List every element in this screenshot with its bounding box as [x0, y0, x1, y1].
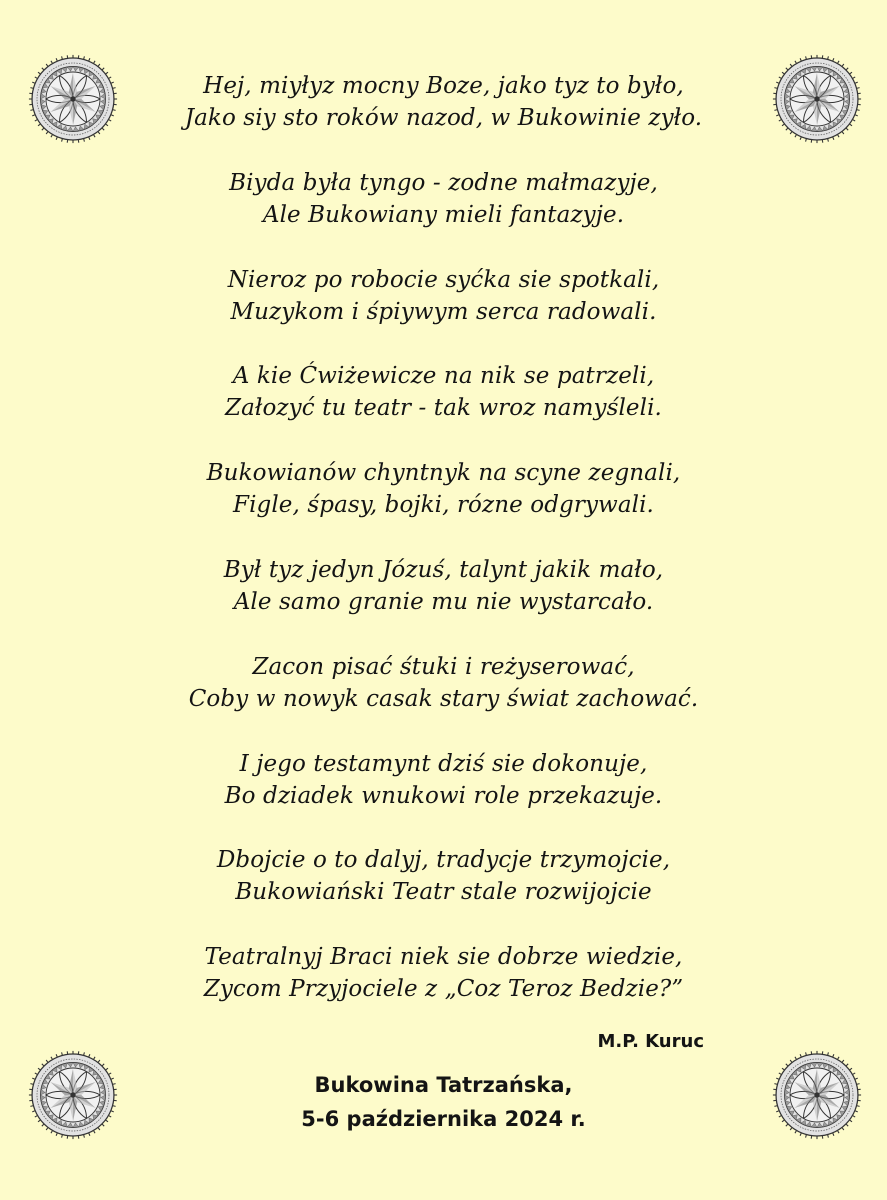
stanza-8: [130, 748, 757, 845]
rosette-icon-bottom-left: [28, 1050, 118, 1140]
author-signature: M.P. Kuruc: [597, 1031, 704, 1052]
poem: [130, 70, 757, 1038]
verse: Jako siy sto roków nazod, w Bukowinie zyło.: [184, 105, 703, 131]
verse: Hej, miyłyz mocny Boze, jako tyz to było,: [203, 73, 684, 99]
verse: Ale samo granie mu nie wystarcało.: [233, 588, 654, 615]
verse: Figle, śpasy, bojki, rózne odgrywali.: [233, 492, 654, 519]
verse: Bo dziadek wnukowi role przekazuje.: [224, 782, 663, 809]
event-date: 5-6 października 2024 r.: [301, 1107, 586, 1131]
verse: Dbojcie o to dalyj, tradycje trzymojcie,: [216, 847, 671, 874]
rosette-icon-top-right: [772, 54, 862, 144]
verse: Był tyz jedyn Józuś, talynt jakik mało,: [223, 556, 664, 583]
rosette-icon-top-left: [28, 54, 118, 144]
stanza-6: [130, 554, 757, 651]
event-place: Bukowina Tatrzańska,: [314, 1073, 573, 1097]
stanza-3: [130, 264, 757, 361]
stanza-10: [130, 941, 757, 1038]
stanza-9: [130, 844, 757, 941]
stanza-7: [130, 651, 757, 748]
verse: Biyda była tyngo - zodne małmazyje,: [229, 169, 658, 196]
verse: Nieroz po robocie syćka sie spotkali,: [227, 266, 660, 293]
verse: Zycom Przyjociele z „Coz Teroz Bedzie?”: [203, 976, 684, 1003]
rosette-icon-bottom-right: [772, 1050, 862, 1140]
stanza-1: [130, 70, 757, 167]
stanza-2: [130, 167, 757, 264]
verse: Zacon pisać śtuki i reżyserować,: [252, 653, 635, 680]
verse: Teatralnyj Braci niek sie dobrze wiedzie,: [204, 944, 683, 971]
stanza-5: [130, 457, 757, 554]
verse: I jego testamynt dziś sie dokonuje,: [239, 750, 648, 777]
verse: Muzykom i śpiywym serca radowali.: [230, 298, 657, 325]
verse: Bukowianów chyntnyk na scyne zegnali,: [206, 460, 681, 487]
verse: A kie Ćwiżewicze na nik se patrzeli,: [232, 363, 655, 390]
verse: Załozyć tu teatr - tak wroz namyśleli.: [225, 395, 662, 422]
verse: Ale Bukowiany mieli fantazyje.: [262, 201, 625, 228]
event-info: [200, 1068, 687, 1136]
verse: Bukowiański Teatr stale rozwijojcie: [235, 879, 652, 906]
stanza-4: [130, 360, 757, 457]
verse: Coby w nowyk casak stary świat zachować.: [188, 685, 699, 712]
